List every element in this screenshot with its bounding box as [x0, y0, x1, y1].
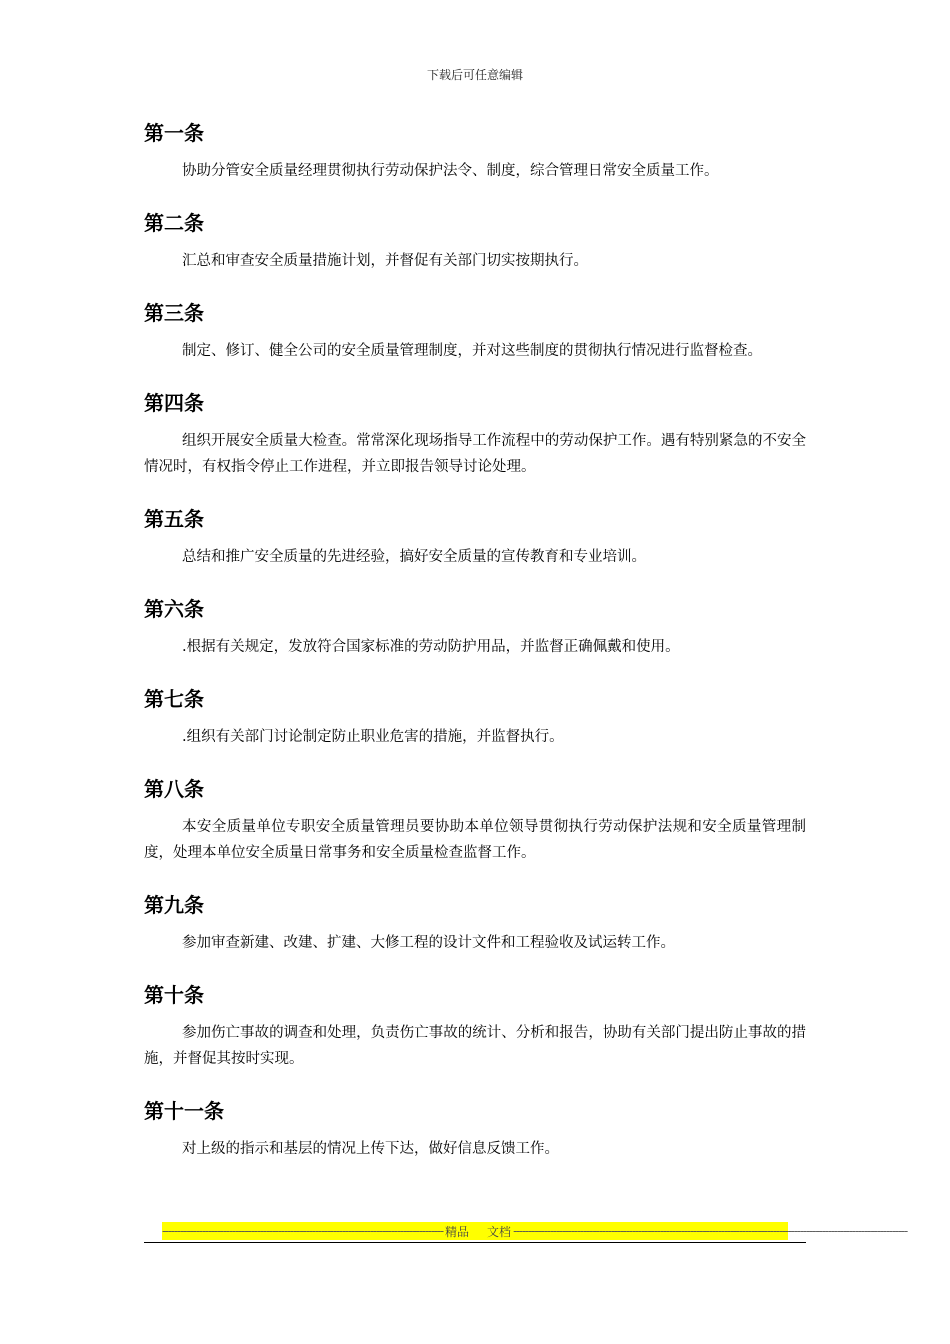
article-body: 协助分管安全质量经理贯彻执行劳动保护法令、制度，综合管理日常安全质量工作。 [182, 163, 719, 179]
article-body: 参加审查新建、改建、扩建、大修工程的设计文件和工程验收及试运转工作。 [182, 935, 675, 951]
article-title: 第三条 [144, 301, 204, 325]
article-5 [144, 502, 806, 570]
article-8 [144, 772, 806, 866]
article-1 [144, 116, 806, 184]
article-title: 第八条 [144, 777, 204, 801]
article-title: 第五条 [144, 507, 204, 531]
article-2 [144, 206, 806, 274]
article-list [144, 116, 806, 1162]
article-title: 第二条 [144, 211, 204, 235]
article-body: .组织有关部门讨论制定防止职业危害的措施，并监督执行。 [182, 729, 564, 745]
footer-right-dashes: --------------------------------------------------------------------------------------------------------------------------------- [513, 1224, 908, 1238]
article-7 [144, 682, 806, 750]
article-title: 第六条 [144, 597, 204, 621]
article-body: 参加伤亡事故的调查和处理，负责伤亡事故的统计、分析和报告，协助有关部门提出防止事故的措施，并督促其按时实现。 [144, 1025, 806, 1067]
article-body: .根据有关规定，发放符合国家标准的劳动防护用品，并监督正确佩戴和使用。 [182, 639, 680, 655]
article-11 [144, 1094, 806, 1162]
article-9 [144, 888, 806, 956]
article-body: 汇总和审查安全质量措施计划，并督促有关部门切实按期执行。 [182, 253, 588, 269]
article-title: 第一条 [144, 121, 204, 145]
footer-label-jingpin: 精品 [445, 1224, 470, 1239]
article-body: 总结和推广安全质量的先进经验，搞好安全质量的宣传教育和专业培训。 [182, 549, 646, 565]
article-body: 组织开展安全质量大检查。常常深化现场指导工作流程中的劳动保护工作。遇有特别紧急的不安全情况时，有权指令停止工作进程，并立即报告领导讨论处理。 [144, 433, 806, 475]
article-title: 第十一条 [144, 1099, 224, 1123]
article-10 [144, 978, 806, 1072]
article-title: 第四条 [144, 391, 204, 415]
article-4 [144, 386, 806, 480]
article-body: 本安全质量单位专职安全质量管理员要协助本单位领导贯彻执行劳动保护法规和安全质量管理制度，处理本单位安全质量日常事务和安全质量检查监督工作。 [144, 819, 806, 861]
footer-highlight-bar [162, 1222, 908, 1240]
article-body: 制定、修订、健全公司的安全质量管理制度，并对这些制度的贯彻执行情况进行监督检查。 [182, 343, 762, 359]
article-body: 对上级的指示和基层的情况上传下达，做好信息反馈工作。 [182, 1141, 559, 1157]
article-title: 第九条 [144, 893, 204, 917]
article-title: 第十条 [144, 983, 204, 1007]
article-3 [144, 296, 806, 364]
footer-rule [144, 1242, 806, 1243]
article-title: 第七条 [144, 687, 204, 711]
footer-left-dashes: -------------------------------------------------------------------------------------------- [162, 1224, 444, 1238]
article-6 [144, 592, 806, 660]
footer-label-wendang: 文档 [487, 1224, 512, 1239]
page-header: 下载后可任意编辑 [426, 68, 523, 82]
